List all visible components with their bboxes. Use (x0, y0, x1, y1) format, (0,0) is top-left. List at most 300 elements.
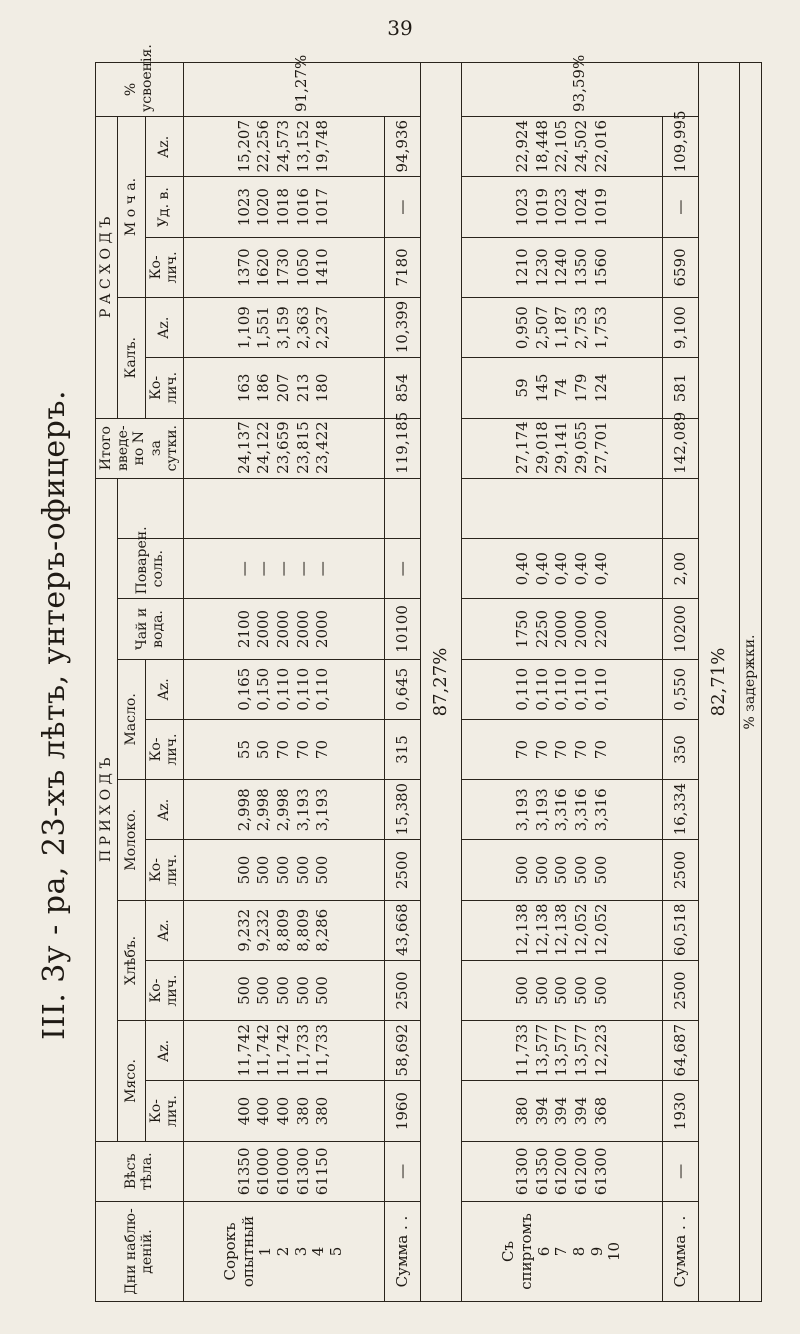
value: 0,40 (571, 552, 590, 586)
period-row (183, 63, 385, 1302)
value: 70 (591, 739, 610, 760)
day-label: 2 (274, 1246, 293, 1257)
value: 2,237 (313, 306, 332, 350)
value: 500 (591, 855, 610, 885)
value: 11,733 (313, 1023, 332, 1077)
value: 61150 (313, 1147, 332, 1196)
cell-meat-q (461, 1081, 663, 1141)
value: 0,110 (532, 667, 551, 711)
value: 500 (313, 976, 332, 1005)
value: 29,055 (571, 421, 590, 474)
cell-butter-az (461, 659, 663, 719)
value: 500 (234, 976, 253, 1005)
value: 70 (293, 739, 312, 760)
cell-weight (461, 1141, 663, 1201)
period-title: Сорокъ опытный (220, 1215, 257, 1288)
value: 3,193 (512, 788, 531, 832)
table-body (183, 54, 739, 1302)
value: 394 (532, 1096, 551, 1126)
cell-milk-az (183, 780, 385, 840)
value: 11,742 (234, 1023, 253, 1077)
sum-urine-az: 109,995 (663, 117, 699, 177)
value: 500 (532, 855, 551, 885)
header-milk: Молоко. (117, 780, 145, 901)
value: — (293, 561, 312, 577)
value: 22,105 (552, 119, 571, 173)
value: 70 (552, 739, 571, 760)
sum-total-n: 119,185 (385, 418, 421, 478)
sum-urine-ud: — (663, 177, 699, 237)
sum-feces-az: 9,100 (663, 298, 699, 358)
value: 1019 (532, 188, 551, 227)
value: 380 (313, 1096, 332, 1126)
cell-bread-az (183, 900, 385, 960)
cell-feces-q (461, 358, 663, 418)
sum-urine-ud: — (385, 177, 421, 237)
value: 2,998 (274, 788, 293, 832)
header-retained-pct: % задержки. (740, 63, 762, 1302)
value: 13,577 (532, 1023, 551, 1077)
cell-feces-q (183, 358, 385, 418)
value: 1350 (571, 248, 590, 287)
value: 2,363 (293, 306, 312, 350)
value: — (274, 561, 293, 577)
header-bread-az: Az. (145, 900, 183, 960)
value: 400 (234, 1096, 253, 1126)
value: 3,193 (313, 788, 332, 832)
cell-butter-q (461, 719, 663, 779)
cell-tea (461, 599, 663, 659)
value: 2,753 (571, 306, 590, 350)
value: 61350 (234, 1147, 253, 1196)
cell-salt (183, 539, 385, 599)
value: 500 (293, 855, 312, 885)
day-label: 6 (534, 1246, 553, 1257)
data-table-frame (95, 44, 758, 1302)
value: 59 (512, 378, 531, 398)
value: 61350 (532, 1147, 551, 1196)
day-label: 5 (327, 1246, 346, 1257)
header-butter-qty: Ко-лич. (145, 719, 183, 779)
header-weight: Вѣсъ тѣла. (96, 1141, 184, 1201)
sum-milk-az: 16,334 (663, 780, 699, 840)
sum-weight: — (385, 1141, 421, 1201)
value: 500 (552, 855, 571, 885)
value: 12,138 (512, 903, 531, 956)
day-label: 8 (569, 1246, 588, 1257)
value: 3,316 (591, 788, 610, 832)
sum-blank (385, 478, 421, 538)
value: 23,815 (293, 421, 312, 474)
day-label: 10 (605, 1241, 624, 1262)
day-label: 7 (552, 1246, 571, 1257)
value: 500 (571, 855, 590, 885)
value: 400 (254, 1096, 273, 1126)
value: 2000 (274, 609, 293, 649)
sum-urine-q: 6590 (663, 237, 699, 297)
value: 3,316 (571, 788, 590, 832)
value: 8,286 (313, 908, 332, 952)
value: 1023 (234, 188, 253, 227)
cell-bread-az (461, 900, 663, 960)
value: 500 (274, 976, 293, 1005)
cell-tea (183, 599, 385, 659)
cell-feces-az (183, 298, 385, 358)
value: 0,40 (552, 552, 571, 586)
value: 2000 (552, 609, 571, 649)
value: 3,316 (552, 788, 571, 832)
value: 2100 (234, 609, 253, 649)
value: 61000 (254, 1147, 273, 1196)
value: 70 (532, 739, 551, 760)
sum-meat-az: 58,692 (385, 1021, 421, 1081)
value: 0,110 (552, 667, 571, 711)
header-feces-qty: Ко-лич. (145, 358, 183, 418)
value: 1730 (274, 248, 293, 287)
cell-milk-az (461, 780, 663, 840)
sum-row (663, 63, 699, 1302)
cell-urine-q (183, 237, 385, 297)
value: 0,40 (532, 552, 551, 586)
value: 29,018 (532, 421, 551, 474)
cell-salt (461, 539, 663, 599)
sum-weight: — (663, 1141, 699, 1201)
value: 400 (274, 1096, 293, 1126)
value: 0,40 (512, 552, 531, 586)
value: 500 (293, 976, 312, 1005)
cell-urine-az (461, 117, 663, 177)
value: 13,577 (552, 1023, 571, 1077)
sum-meat-q: 1930 (663, 1081, 699, 1141)
sum-butter-az: 0,645 (385, 659, 421, 719)
value: 0,110 (293, 667, 312, 711)
sum-butter-q: 350 (663, 719, 699, 779)
cell-bread-q (461, 960, 663, 1020)
cell-meat-q (183, 1081, 385, 1141)
header-milk-az: Az. (145, 780, 183, 840)
value: 368 (591, 1096, 610, 1126)
value: — (234, 561, 253, 577)
value: 1,551 (254, 306, 273, 350)
header-milk-qty: Ко-лич. (145, 840, 183, 900)
value: 1018 (274, 188, 293, 227)
page-number: 39 (387, 16, 413, 40)
value: 394 (571, 1096, 590, 1126)
value: 12,223 (591, 1023, 610, 1077)
sum-bread-az: 43,668 (385, 900, 421, 960)
value: 500 (274, 855, 293, 885)
cell-meat-az (183, 1021, 385, 1081)
value: 1230 (532, 248, 551, 287)
value: 0,40 (591, 552, 610, 586)
value: 186 (254, 373, 273, 403)
cell-meat-az (461, 1021, 663, 1081)
value: 380 (293, 1096, 312, 1126)
header-bread: Хлѣбъ. (117, 900, 145, 1021)
value: 500 (552, 976, 571, 1005)
value: 1750 (512, 609, 531, 649)
cell-bread-q (183, 960, 385, 1020)
value: 1,109 (234, 306, 253, 350)
sum-butter-az: 0,550 (663, 659, 699, 719)
value: 1,187 (552, 306, 571, 350)
cell-urine-q (461, 237, 663, 297)
sum-label: Сумма . . (663, 1202, 699, 1302)
value: 55 (234, 739, 253, 760)
value: 394 (552, 1096, 571, 1126)
value: 13,577 (571, 1023, 590, 1077)
value: 1240 (552, 248, 571, 287)
header-rashod: Р А С Х О Д Ъ (96, 117, 118, 419)
day-label: 4 (309, 1246, 328, 1257)
value: 1024 (571, 188, 590, 227)
sum-feces-q: 581 (663, 358, 699, 418)
day-label: 3 (291, 1246, 310, 1257)
value: 1023 (512, 188, 531, 227)
value: 19,748 (313, 119, 332, 173)
value: 24,122 (254, 421, 273, 474)
value: 24,502 (571, 119, 590, 173)
value: 70 (512, 739, 531, 760)
value: 500 (591, 976, 610, 1005)
sum-total-n: 142,089 (663, 418, 699, 478)
value: 207 (274, 373, 293, 403)
value: 13,152 (293, 119, 312, 173)
table-title (24, 200, 84, 1230)
value: 213 (293, 373, 312, 403)
cell-urine-ud (183, 177, 385, 237)
sum-bread-q: 2500 (385, 960, 421, 1020)
value: 145 (532, 373, 551, 403)
sum-blank (663, 478, 699, 538)
value: 500 (234, 855, 253, 885)
cell-weight (183, 1141, 385, 1201)
value: 500 (571, 976, 590, 1005)
value: 500 (512, 855, 531, 885)
value: 9,232 (234, 908, 253, 952)
cell-milk-q (183, 840, 385, 900)
value: 2,998 (234, 788, 253, 832)
cell-butter-q (183, 719, 385, 779)
value: 9,232 (254, 908, 273, 952)
sum-feces-az: 10,399 (385, 298, 421, 358)
value: 2,998 (254, 788, 273, 832)
period-day-labels (183, 1202, 385, 1302)
value: 1019 (591, 188, 610, 227)
value: 2000 (254, 609, 273, 649)
sum-bread-q: 2500 (663, 960, 699, 1020)
cell-blank (183, 478, 385, 538)
value: 11,733 (293, 1023, 312, 1077)
value: 0,110 (313, 667, 332, 711)
value: 23,659 (274, 421, 293, 474)
sum-butter-q: 315 (385, 719, 421, 779)
value: 61000 (274, 1147, 293, 1196)
value: 70 (313, 739, 332, 760)
day-label: 9 (587, 1246, 606, 1257)
value: 12,052 (591, 903, 610, 956)
data-table (95, 44, 762, 1302)
value: 0,150 (254, 667, 273, 711)
header-feces-az: Az. (145, 298, 183, 358)
period-row (461, 63, 663, 1302)
value: 1020 (254, 188, 273, 227)
header-tea: Чай и вода. (117, 599, 183, 659)
value: 1410 (313, 248, 332, 287)
table-title-text: III. 3у - ра, 23-хъ лѣтъ, унтеръ-офицеръ. (36, 390, 72, 1040)
header-prihod: П Р И Х О Д Ъ (96, 478, 118, 1141)
cell-total-n (183, 418, 385, 478)
value: 500 (532, 976, 551, 1005)
value: 1023 (552, 188, 571, 227)
cell-butter-az (183, 659, 385, 719)
value: 24,573 (274, 119, 293, 173)
header-urine-qty: Ко-лич. (145, 237, 183, 297)
value: 12,138 (532, 903, 551, 956)
sum-row (385, 63, 421, 1302)
value: 61200 (552, 1147, 571, 1196)
uses-pct-value: 93,59% (461, 63, 698, 117)
value: 8,809 (274, 908, 293, 952)
value: 0,110 (571, 667, 590, 711)
header-urine-ud: Уд. в. (145, 177, 183, 237)
value: 61300 (512, 1147, 531, 1196)
value: 0,110 (591, 667, 610, 711)
header-meat-az: Az. (145, 1021, 183, 1081)
period-title: Съ спиртомъ (499, 1213, 535, 1290)
header-urine-az: Az. (145, 117, 183, 177)
retained-row (698, 63, 739, 1302)
sum-label: Сумма . . (385, 1202, 421, 1302)
value: 70 (571, 739, 590, 760)
value: 2000 (313, 609, 332, 649)
header-urine: М о ч а. (117, 117, 145, 298)
value: 180 (313, 373, 332, 403)
value: 27,174 (512, 421, 531, 474)
value: 2,507 (532, 306, 551, 350)
value: 0,950 (512, 306, 531, 350)
cell-blank (461, 478, 663, 538)
value: 74 (552, 378, 571, 398)
sum-tea: 10200 (663, 599, 699, 659)
value: 2000 (293, 609, 312, 649)
value: 22,016 (591, 119, 610, 173)
sum-milk-q: 2500 (385, 840, 421, 900)
sum-milk-q: 2500 (663, 840, 699, 900)
value: 2200 (591, 609, 610, 649)
value: 3,159 (274, 306, 293, 350)
header-days: Дни наблю-деній. (96, 1202, 184, 1302)
value: 61300 (591, 1147, 610, 1196)
header-uses-pct: % усвоенія. (96, 63, 184, 117)
value: 61300 (293, 1147, 312, 1196)
value: 1560 (591, 248, 610, 287)
cell-urine-az (183, 117, 385, 177)
sum-milk-az: 15,380 (385, 780, 421, 840)
value: 1210 (512, 248, 531, 287)
value: 1050 (293, 248, 312, 287)
value: 23,422 (313, 421, 332, 474)
sum-salt: — (385, 539, 421, 599)
value: 1017 (313, 188, 332, 227)
value: 1016 (293, 188, 312, 227)
value: 22,924 (512, 119, 531, 173)
value: 3,193 (532, 788, 551, 832)
sum-urine-q: 7180 (385, 237, 421, 297)
header-spacer (117, 478, 183, 538)
header-bread-qty: Ко-лич. (145, 960, 183, 1020)
value: 2250 (532, 609, 551, 649)
value: 61200 (571, 1147, 590, 1196)
header-salt: Поварен. соль. (117, 539, 183, 599)
value: — (313, 561, 332, 577)
value: 70 (274, 739, 293, 760)
value: 11,733 (512, 1023, 531, 1077)
value: 500 (313, 855, 332, 885)
retained-pct-value: 82,71% (698, 63, 739, 1302)
value: 0,110 (274, 667, 293, 711)
retained-row (420, 63, 461, 1302)
sum-salt: 2,00 (663, 539, 699, 599)
value: 1,753 (591, 306, 610, 350)
header-meat-qty: Ко-лич. (145, 1081, 183, 1141)
value: 12,052 (571, 903, 590, 956)
value: 15,207 (234, 119, 253, 173)
day-label: 1 (256, 1246, 275, 1257)
sum-feces-q: 854 (385, 358, 421, 418)
sum-urine-az: 94,936 (385, 117, 421, 177)
header-butter-az: Az. (145, 659, 183, 719)
value: 179 (571, 373, 590, 403)
uses-pct-value: 91,27% (183, 63, 420, 117)
sum-tea: 10100 (385, 599, 421, 659)
value: 0,110 (512, 667, 531, 711)
value: 500 (254, 855, 273, 885)
value: 124 (591, 373, 610, 403)
header-feces: Калъ. (117, 298, 145, 419)
value: 163 (234, 373, 253, 403)
value: 0,165 (234, 667, 253, 711)
value: 380 (512, 1096, 531, 1126)
value: 11,742 (274, 1023, 293, 1077)
value: 24,137 (234, 421, 253, 474)
retained-pct-value: 87,27% (420, 63, 461, 1302)
value: 50 (254, 739, 273, 760)
value: 1370 (234, 248, 253, 287)
value: 27,701 (591, 421, 610, 474)
value: 8,809 (293, 908, 312, 952)
header-butter: Масло. (117, 659, 145, 780)
sum-bread-az: 60,518 (663, 900, 699, 960)
value: 11,742 (254, 1023, 273, 1077)
value: 22,256 (254, 119, 273, 173)
period-day-labels (461, 1202, 663, 1302)
value: 12,138 (552, 903, 571, 956)
cell-total-n (461, 418, 663, 478)
value: 500 (254, 976, 273, 1005)
cell-milk-q (461, 840, 663, 900)
sum-meat-q: 1960 (385, 1081, 421, 1141)
sum-meat-az: 64,687 (663, 1021, 699, 1081)
header-total-n: Итого введе-но N за сутки. (96, 418, 184, 478)
value: 29,141 (552, 421, 571, 474)
value: 500 (512, 976, 531, 1005)
header-meat: Мясо. (117, 1021, 145, 1142)
cell-feces-az (461, 298, 663, 358)
value: 1620 (254, 248, 273, 287)
value: 18,448 (532, 119, 551, 173)
value: 2000 (571, 609, 590, 649)
